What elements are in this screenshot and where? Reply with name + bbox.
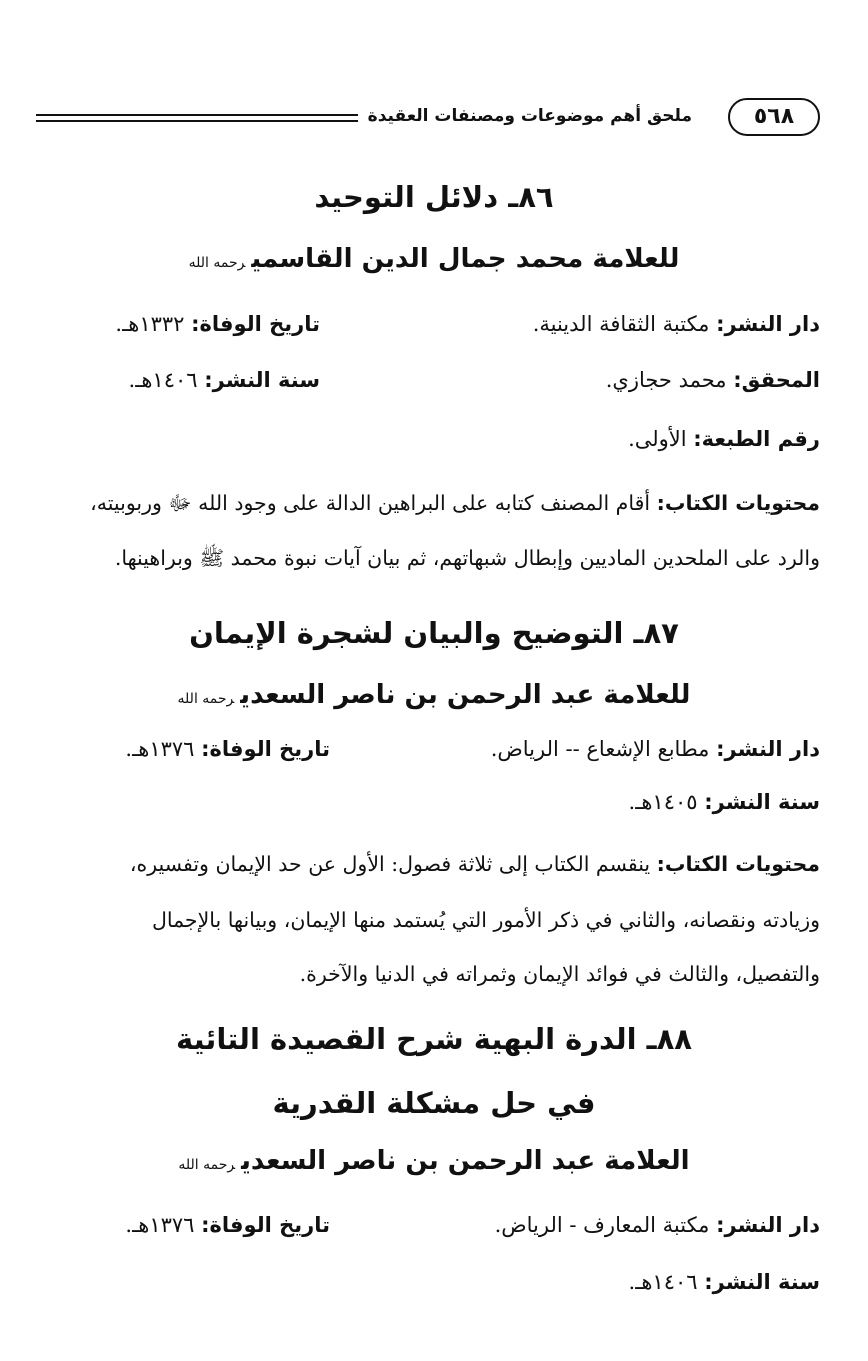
year-label: سنة النشر: [704, 1270, 820, 1294]
page-number: ٥٦٨ [728, 98, 820, 136]
contents-label: محتويات الكتاب: [656, 491, 820, 515]
author-name: للعلامة محمد جمال الدين القاسمي [251, 244, 680, 274]
running-header [36, 96, 820, 140]
entry-86-contents-line: والرد على الملحدين الماديين وإبطال شبهاتهم، ثم بيان آيات نبوة محمد ﷺ وبراهينها. [114, 546, 820, 570]
entry-87-year [629, 790, 820, 814]
publisher-value: مطابع الإشعاع -- الرياض. [490, 737, 710, 761]
death-label: تاريخ الوفاة: [201, 1213, 330, 1237]
entry-86-publisher [533, 312, 820, 336]
publisher-label: دار النشر: [716, 312, 820, 336]
edition-label: رقم الطبعة: [693, 427, 820, 451]
year-value: ١٤٠٥هـ. [628, 790, 698, 814]
honorific: رحمه الله [188, 255, 246, 271]
contents-text: ينقسم الكتاب إلى ثلاثة فصول: الأول عن حد الإيمان وتفسيره، [129, 852, 651, 876]
entry-86-author [0, 244, 868, 274]
publisher-value: مكتبة المعارف - الرياض. [494, 1213, 710, 1237]
death-value: ١٣٣٢هـ. [115, 312, 185, 336]
year-value: ١٤٠٦هـ. [628, 1270, 698, 1294]
author-name: للعلامة عبد الرحمن بن ناصر السعدي [240, 680, 691, 710]
entry-87-author [0, 680, 868, 710]
year-label: سنة النشر: [204, 368, 320, 392]
author-name: العلامة عبد الرحمن بن ناصر السعدي [241, 1146, 690, 1176]
editor-value: محمد حجازي. [605, 368, 727, 392]
entry-88-title: ٨٨ـ الدرة البهية شرح القصيدة التائية [175, 1022, 693, 1056]
publisher-label: دار النشر: [716, 737, 820, 761]
editor-label: المحقق: [733, 368, 820, 392]
entry-86-title: ٨٦ـ دلائل التوحيد [314, 180, 554, 214]
year-value: ١٤٠٦هـ. [128, 368, 198, 392]
entry-88-author [0, 1146, 868, 1176]
death-value: ١٣٧٦هـ. [125, 1213, 195, 1237]
contents-text: أقام المصنف كتابه على البراهين الدالة على وجود الله ﷻ وربوبيته، [90, 491, 651, 515]
death-label: تاريخ الوفاة: [201, 737, 330, 761]
entry-88-publisher [495, 1213, 820, 1237]
contents-label: محتويات الكتاب: [656, 852, 820, 876]
entry-86-editor [606, 368, 820, 392]
entry-87-title: ٨٧ـ التوضيح والبيان لشجرة الإيمان [189, 616, 679, 650]
entry-87-publisher [491, 737, 820, 761]
entry-86-death [115, 312, 320, 336]
honorific: رحمه الله [178, 1157, 236, 1173]
death-value: ١٣٧٦هـ. [125, 737, 195, 761]
death-label: تاريخ الوفاة: [191, 312, 320, 336]
publisher-value: مكتبة الثقافة الدينية. [532, 312, 710, 336]
entry-87-contents-line: والتفصيل، والثالث في فوائد الإيمان وثمراته في الدنيا والآخرة. [299, 962, 820, 986]
entry-88-year [629, 1270, 820, 1294]
publisher-label: دار النشر: [716, 1213, 820, 1237]
edition-value: الأولى. [628, 427, 687, 451]
entry-86-edition [628, 427, 820, 451]
entry-88-subtitle: في حل مشكلة القدرية [272, 1086, 596, 1120]
entry-87-contents-line [34, 852, 820, 876]
entry-88-death [125, 1213, 330, 1237]
header-title: ملحق أهم موضوعات ومصنفات العقيدة [358, 106, 702, 126]
year-label: سنة النشر: [704, 790, 820, 814]
entry-86-year [129, 368, 320, 392]
honorific: رحمه الله [177, 691, 235, 707]
entry-87-death [125, 737, 330, 761]
entry-87-contents-line: وزيادته ونقصانه، والثاني في ذكر الأمور التي يُستمد منها الإيمان، وبيانها بالإجمال [151, 908, 820, 932]
entry-86-contents-line [34, 491, 820, 521]
